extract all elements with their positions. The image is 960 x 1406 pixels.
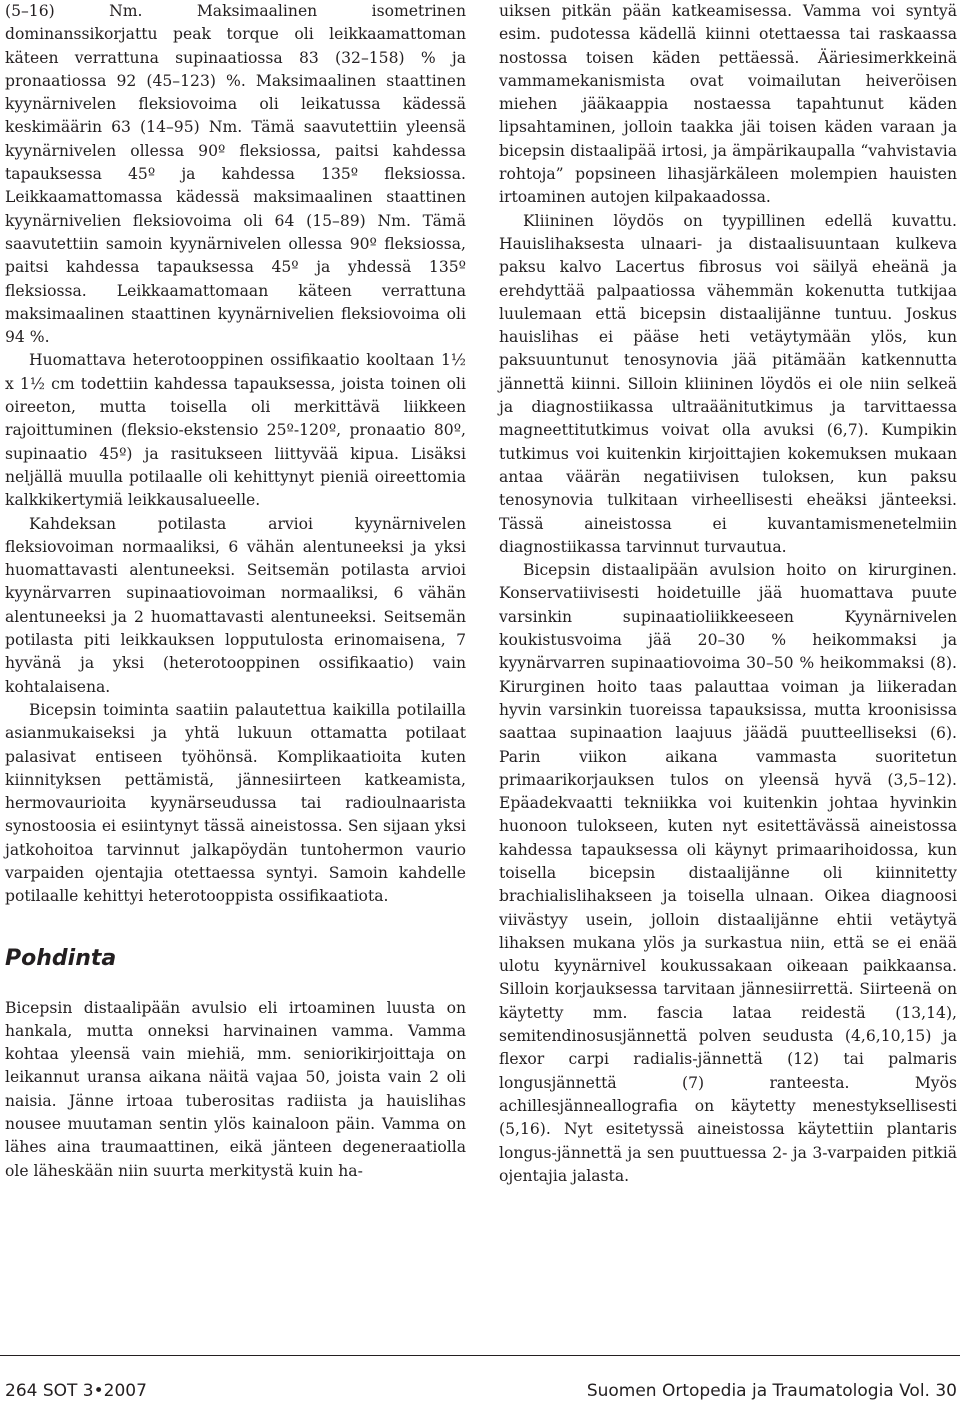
paragraph: (5–16) Nm. Maksimaalinen isometrinen dominanssikorjattu peak torque oli leikkaamattoman käteen verrattuna supinaatiossa 83 (32–158) % ja pronaatiossa 92 (45–123) %. Maksimaalinen staattinen kyynärnivelen fleksiovoima oli leikatussa kädessä keskimäärin 63 (14–95) Nm. Tämä saavutettiin yleensä kyynärnivelen ollessa 90º fleksiossa, paitsi kahdessa tapauksessa 45º ja kahdessa 135º fleksiossa. Leikkaamattomassa kädessä maksimaalinen staattinen kyynärnivelien fleksiovoima oli 64 (15–89) Nm. Tämä saavutettiin samoin kyynärnivelen ollessa 90º fleksiossa, paitsi kahdessa tapauksessa 45º ja yhdessä 135º fleksiossa. Leikkaamattomaan käteen verrattuna maksimaalinen staattinen kyynärnivelien fleksiovoima oli 94 %. bbox=[5, 2, 466, 347]
right-column bbox=[499, 0, 957, 1188]
section-heading: Pohdinta bbox=[5, 945, 117, 971]
paragraph: Kliininen löydös on tyypillinen edellä kuvattu. Hauislihaksesta ulnaari- ja distaalisuuntaan kulkeva paksu kalvo Lacertus fibrosus voi säilyä eheänä ja erehdyttää palpaatiossa vähemmän kokenutta tutkijaa luulemaan että bicepsin distaalijänne tuntuu. Joskus hauislihas ei pääse heti vetäytymään ylös, kun paksuuntunut tenosynovia jää pitämään katkennutta jännettä kiinni. Silloin kliininen löydös ei ole niin selkeä ja diagnostiikassa ultraäänitutkimus ja tarvittaessa magneettitutkimus voivat olla avuksi (6,7). Kumpikin tutkimus voi kuitenkin kirjoittajien kokemuksen mukaan antaa väärän negatiivisen tuloksen, kun paksu tenosynovia tulkitaan virheellisesti eheäksi jänteeksi. Tässä aineistossa ei kuvantamismenetelmiin diagnostiikassa tarvinnut turvautua. bbox=[499, 211, 957, 556]
footer-journal-name: Suomen Ortopedia ja Traumatologia Vol. 30 bbox=[586, 1381, 957, 1401]
paragraph: Kahdeksan potilasta arvioi kyynärnivelen fleksiovoiman normaaliksi, 6 vähän alentuneeksi ja yksi huomattavasti alentuneeksi. Seitsemän potilasta arvioi kyynärvarren supinaatiovoiman normaaliksi, 6 vähän alentuneeksi ja 2 huomattavasti alentuneeksi. Seitsemän potilasta piti leikkauksen lopputulosta erinomaisena, 7 hyvänä ja yksi (heterotooppinen ossifikaatio) vain kohtalaisena. bbox=[5, 514, 466, 696]
left-column bbox=[5, 0, 466, 1183]
paragraph: Bicepsin distaalipään avulsio eli irtoaminen luusta on hankala, mutta onneksi harvinainen vamma. Vamma kohtaa yleensä vain miehiä, mm. seniorikirjoittaja on leikannut uransa aikana näitä vajaa 50, joista vain 2 oli naisia. Jänne irtoaa tuberositas radiista ja hauislihas nousee muutaman sentin ylös kainaloon päin. Vamma on lähes aina traumaattinen, eikä jänteen degeneraatiolla ole läheskään niin suurta merkitystä kuin ha- bbox=[5, 998, 466, 1180]
paragraph: Bicepsin distaalipään avulsion hoito on kirurginen. Konservatiivisesti hoidetuille jää huomattava puute varsinkin supinaatioliikkeeseen Kyynärnivelen koukistusvoima jää 20–30 % heikommaksi ja kyynärvarren supinaatiovoima 30–50 % heikommaksi (8). Kirurginen hoito taas palauttaa voiman ja liikeradan hyvin varsinkin tuoreissa tapauksissa, mutta kroonisissa saattaa supinaation laajuus jäädä puutteelliseksi (6). Parin viikon aikana vammasta suoritetun primaarikorjauksen tulos on yleensä hyvä (3,5–12). Epäadekvaatti tekniikka voi kuitenkin johtaa hyvinkin huonoon tulokseen, kuten nyt esitettävässä aineistossa kahdessa tapauksessa oli käynyt primaarihoidossa, kun toisella bicepsin distaalijänne oli kiinnitetty brachialislihakseen ja toisella ulnaan. Oikea diagnoosi viivästyy usein, jolloin distaalijänne ehtii vetäytyä lihaksen mukana ylös ja surkastua niin, että se ei enää ulotu kyynärnivel koukussakaan oikeaan paikkaansa. Silloin korjauksessa tarvitaan jännesiirrettä. Siirteenä on käytetty mm. fascia lataa reidestä (13,14), semitendinosusjännettä polven seudusta (4,6,10,15) ja flexor carpi radialis-jännettä (12) tai palmaris longusjännettä (7) ranteesta. Myös achillesjänneallografia on käytetty menestyksellisesti (5,16). Nyt esitetyssä aineistossa käytettiin plantaris longus-jännettä ja sen puuttuessa 2- ja 3-varpaiden pitkiä ojentajia jalasta. bbox=[499, 561, 957, 1185]
footer-divider bbox=[0, 1355, 960, 1356]
paragraph: Huomattava heterotooppinen ossifikaatio kooltaan 1½ x 1½ cm todettiin kahdessa tapauksessa, joista toinen oli oireeton, mutta toisella oli merkittävä liikkeen rajoittuminen (fleksio-ekstensio 25º-120º, pronaatio 80º, supinaatio 45º) ja rasitukseen liittyvää kipua. Lisäksi neljällä muulla potilaalle oli kehittynyt pieniä oireettomia kalkkikertymiä leikkausalueelle. bbox=[5, 351, 466, 510]
paragraph: Bicepsin toiminta saatiin palautettua kaikilla potilailla asianmukaiseksi ja yhtä lukuun ottamatta potilaat palasivat entiseen työhönsä. Komplikaatioita kuten kiinnityksen pettämistä, jännesiirteen katkeamista, hermovaurioita kyynärseudussa tai radioulnaarista synostoosia ei esiintynyt tässä aineistossa. Sen sijaan yksi jatkohoitoa tarvinnut jalkapöydän tuntohermon vaurio varpaiden ojentajia otettaessa syntyi. Samoin kahdelle potilaalle kehittyi heterotooppista ossifikaatiota. bbox=[5, 700, 466, 906]
paragraph: uiksen pitkän pään katkeamisessa. Vamma voi syntyä esim. pudotessa kädellä kiinni otettaessa tai raskaassa nostossa toisen käden pettäessä. Ääriesimerkkeinä vammamekanismista ovat voimailutan heiveröisen miehen jääkaappia nostaessa tapahtunut käden lipsahtaminen, jolloin taakka jäi toisen käden varaan ja bicepsin distaalipää irtosi, ja ämpärikaupalla “vahvistavia rohtoja” popsineen lihasjärkäleen molempien hauisten irtoaminen autojen kilpakaadossa. bbox=[499, 2, 957, 207]
footer-page-info: 264 SOT 3•2007 bbox=[5, 1381, 147, 1401]
